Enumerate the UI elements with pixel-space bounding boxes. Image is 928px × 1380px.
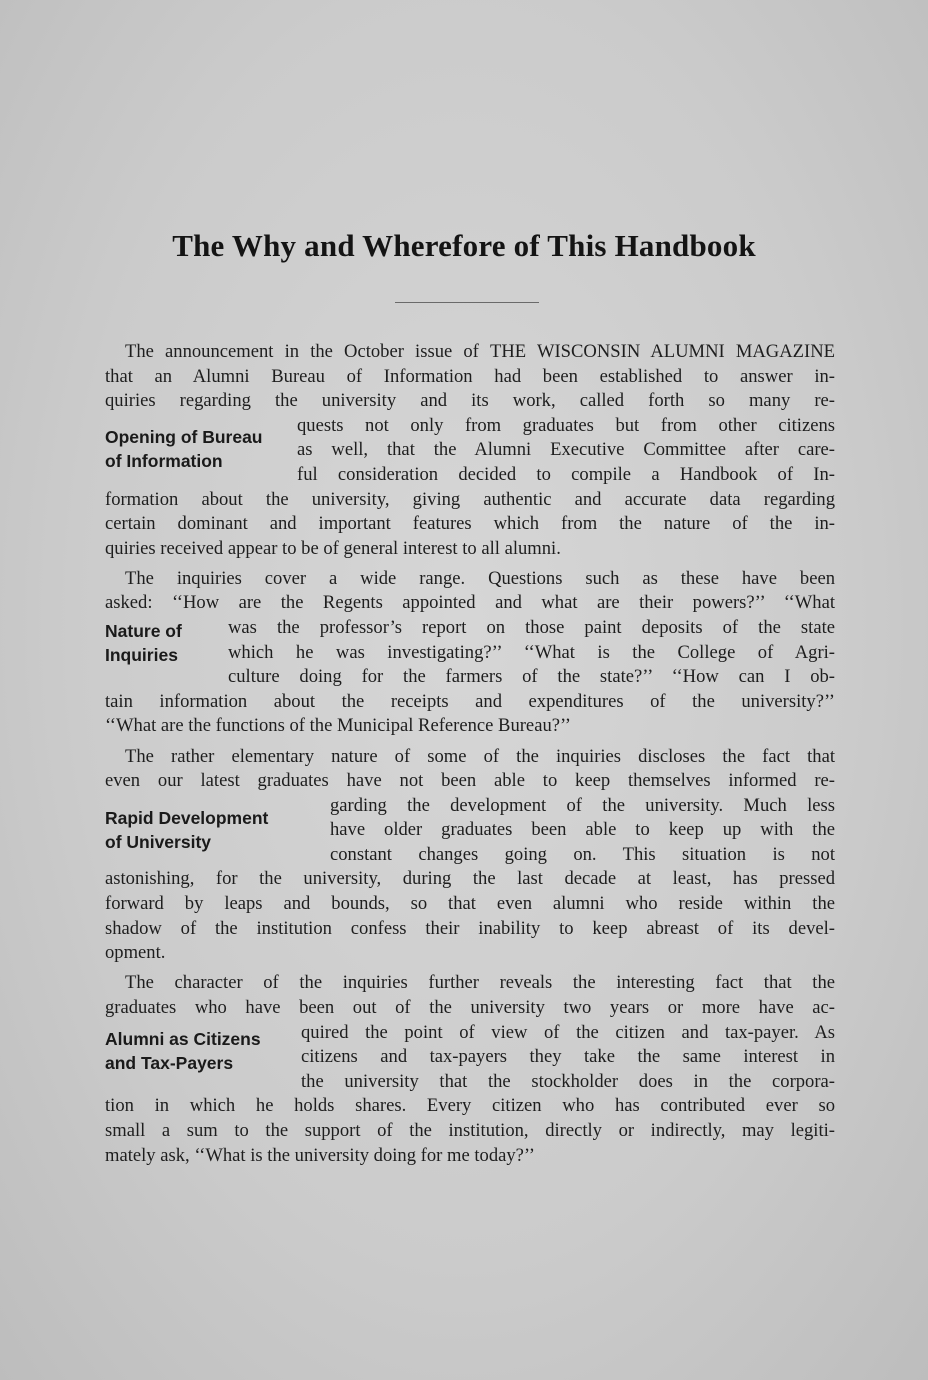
text-line: culture doing for the farmers of the state?’’ ‘‘How can I ob- — [228, 666, 835, 688]
text-line: have older graduates been able to keep up with the — [330, 819, 835, 841]
text-line: shadow of the institution confess their inability to keep abreast of its devel- — [105, 917, 835, 939]
text-line: constant changes going on. This situation is not — [330, 843, 835, 865]
text-line: small a sum to the support of the institution, directly or indirectly, may legiti- — [105, 1119, 835, 1141]
sidehead-opening-of-bureau: Opening of Bureau of Information — [105, 427, 263, 471]
text-line: ful consideration decided to compile a Handbook of In- — [297, 463, 835, 485]
title-divider — [395, 302, 539, 303]
text-line: certain dominant and important features which from the nature of the in- — [105, 513, 835, 535]
text-line: The inquiries cover a wide range. Questions such as these have been — [125, 567, 835, 589]
text-line: astonishing, for the university, during the last decade at least, has pressed — [105, 868, 835, 890]
text-line: The rather elementary nature of some of the inquiries discloses the fact that — [125, 745, 835, 767]
text-line: formation about the university, giving authentic and accurate data regarding — [105, 488, 835, 510]
text-line: opment. — [105, 942, 166, 964]
paragraph-opening-of-bureau — [105, 340, 835, 561]
sidehead-rapid-development: Rapid Development of University — [105, 807, 269, 852]
text-line: quired the point of view of the citizen and tax-payer. As — [301, 1021, 835, 1043]
text-line: graduates who have been out of the university two years or more have ac- — [105, 996, 835, 1018]
text-line: which he was investigating?’’ ‘‘What is the College of Agri- — [228, 641, 835, 663]
text-line: ‘‘What are the functions of the Municipal Reference Bureau?’’ — [105, 715, 571, 737]
body-text — [105, 340, 835, 1168]
page-title: The Why and Wherefore of This Handbook — [172, 228, 756, 263]
sidehead-alumni-as-citizens: Alumni as Citizens and Tax-Payers — [105, 1029, 261, 1074]
text-line: quiries regarding the university and its work, called forth so many re- — [105, 390, 835, 412]
text-line: citizens and tax-payers they take the same interest in — [301, 1046, 835, 1068]
text-line: The character of the inquiries further reveals the interesting fact that the — [125, 972, 835, 994]
text-line: tain information about the receipts and expenditures of the university?’’ — [105, 690, 835, 712]
text-line: asked: ‘‘How are the Regents appointed and what are their powers?’’ ‘‘What — [105, 592, 835, 614]
text-line — [125, 340, 835, 365]
text-run: The announcement in the October issue of — [125, 341, 490, 362]
text-line: quiries received appear to be of general interest to all alumni. — [105, 537, 561, 559]
text-line: as well, that the Alumni Executive Committee after care- — [297, 439, 835, 461]
text-line: mately ask, ‘‘What is the university doing for me today?’’ — [105, 1144, 535, 1166]
paragraph-nature-of-inquiries — [105, 567, 835, 739]
paragraph-rapid-development — [105, 745, 835, 966]
sidehead-nature-of-inquiries: Nature of Inquiries — [105, 620, 182, 665]
text-line: forward by leaps and bounds, so that even alumni who reside within the — [105, 893, 835, 915]
text-line: the university that the stockholder does in the corpora- — [301, 1070, 835, 1092]
magazine-title: THE WISCONSIN ALUMNI MAGAZINE — [490, 341, 835, 362]
text-line: quests not only from graduates but from other citizens — [297, 414, 835, 436]
text-line: was the professor’s report on those paint deposits of the state — [228, 617, 835, 639]
text-line: tion in which he holds shares. Every citizen who has contributed ever so — [105, 1095, 835, 1117]
text-line: that an Alumni Bureau of Information had been established to answer in- — [105, 365, 835, 387]
paragraph-alumni-as-citizens — [105, 971, 835, 1168]
text-line: even our latest graduates have not been able to keep themselves informed re- — [105, 770, 835, 792]
text-line: garding the development of the university. Much less — [330, 794, 835, 816]
